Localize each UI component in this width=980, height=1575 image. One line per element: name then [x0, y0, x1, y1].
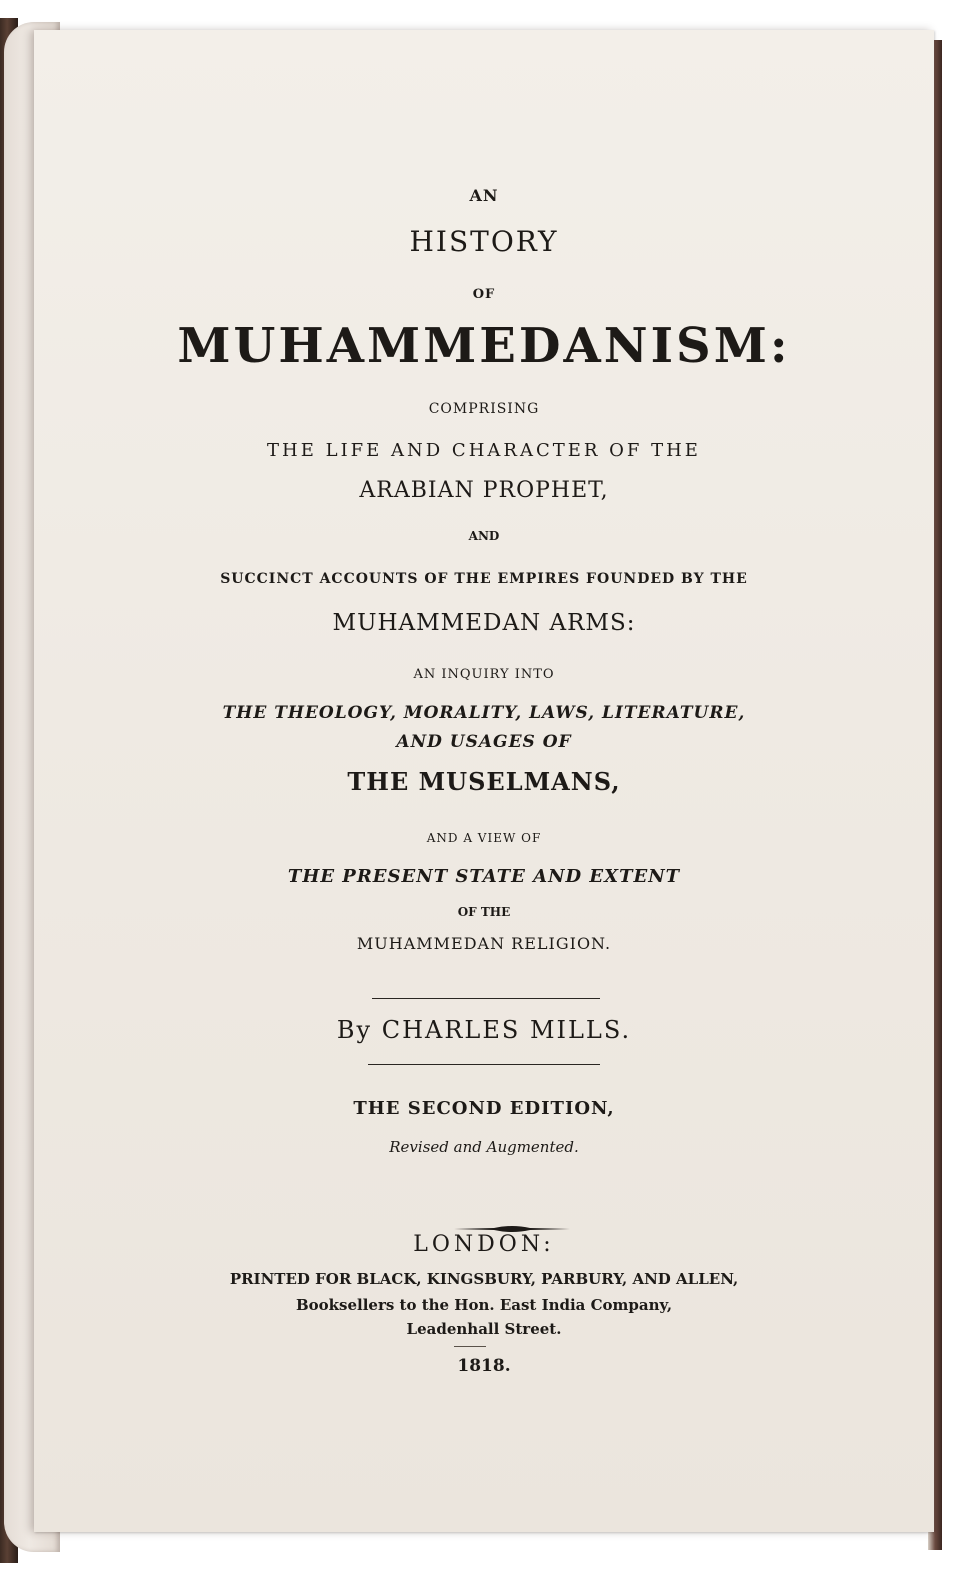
year-rule	[454, 1346, 486, 1347]
city-line: LONDON:	[413, 1232, 555, 1257]
printer-line: PRINTED FOR BLACK, KINGSBURY, PARBURY, AND ALLEN,	[229, 1270, 739, 1288]
subtitle-muselmans: THE MUSELMANS,	[347, 767, 621, 796]
street-line: Leadenhall Street.	[406, 1320, 562, 1338]
subtitle-and: AND	[468, 529, 500, 543]
subtitle-succinct: SUCCINCT ACCOUNTS OF THE EMPIRES FOUNDED BY THE	[220, 571, 748, 587]
subtitle-comprising: COMPRISING	[428, 401, 540, 417]
main-title: MUHAMMEDANISM:	[177, 318, 791, 374]
edition-line: THE SECOND EDITION,	[353, 1098, 615, 1119]
subtitle-present: THE PRESENT STATE AND EXTENT	[287, 866, 681, 887]
title-of: OF	[472, 287, 496, 302]
title-history: HISTORY	[409, 225, 559, 258]
subtitle-prophet: ARABIAN PROPHET,	[359, 478, 609, 503]
year-line: 1818.	[457, 1356, 511, 1376]
subtitle-theology: THE THEOLOGY, MORALITY, LAWS, LITERATURE,	[222, 703, 746, 723]
subtitle-of-the: OF THE	[457, 905, 511, 919]
author-line: By CHARLES MILLS.	[336, 1016, 632, 1044]
subtitle-inquiry: AN INQUIRY INTO	[413, 667, 555, 682]
divider-rule-top	[372, 998, 600, 999]
title-an: AN	[469, 186, 499, 205]
subtitle-arms: MUHAMMEDAN ARMS:	[332, 610, 636, 636]
revised-line: Revised and Augmented.	[389, 1138, 579, 1156]
title-page	[34, 30, 934, 1532]
subtitle-religion: MUHAMMEDAN RELIGION.	[356, 934, 612, 953]
subtitle-usages: AND USAGES OF	[396, 732, 572, 752]
subtitle-life: THE LIFE AND CHARACTER OF THE	[267, 440, 701, 461]
booksellers-line: Booksellers to the Hon. East India Company,	[295, 1296, 673, 1314]
subtitle-view: AND A VIEW OF	[426, 831, 542, 845]
divider-rule-bottom	[368, 1064, 600, 1065]
